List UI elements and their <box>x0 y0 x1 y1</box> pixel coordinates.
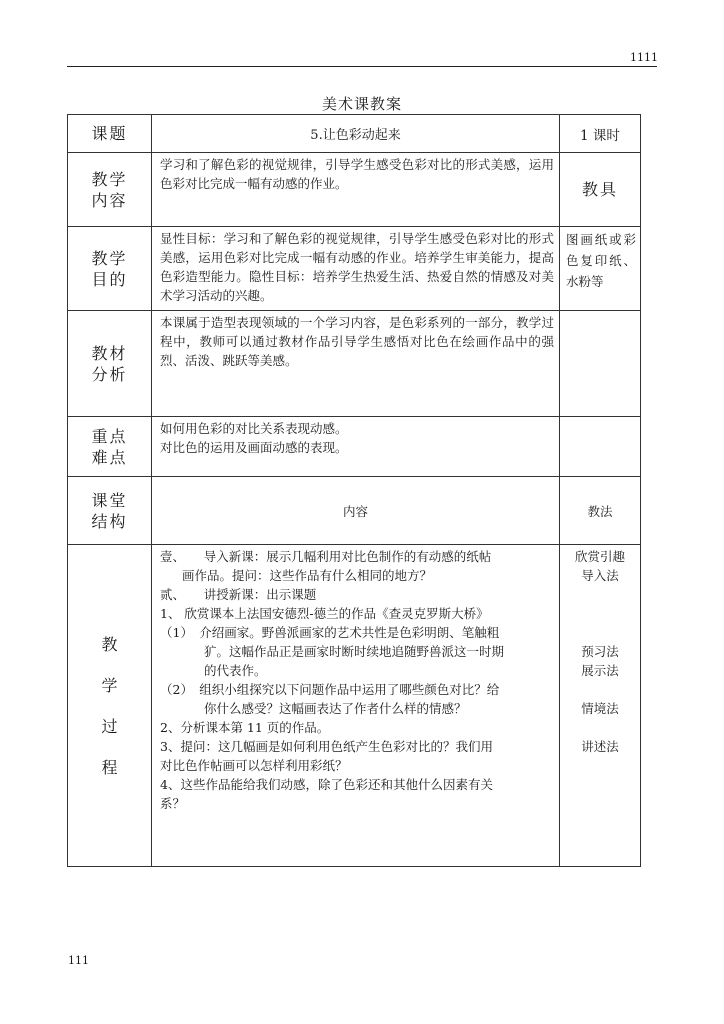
key-points-empty-cell <box>560 417 641 477</box>
lesson-plan-table <box>67 114 641 867</box>
analysis-label: 教材 分析 <box>68 311 152 417</box>
row-content <box>68 153 641 227</box>
class-hours: 1 课时 <box>560 115 641 153</box>
process-line: 壹、 导入新课：展示几幅利用对比色制作的有动感的纸帖 <box>160 549 492 564</box>
content-text: 学习和了解色彩的视觉规律，引导学生感受色彩对比的形式美感，运用色彩对比完成一幅有动感的作业。 <box>152 153 560 227</box>
process-line: 画作品。提问：这些作品有什么相同的地方？ <box>182 568 433 583</box>
method-item: 情境法 <box>581 701 619 716</box>
row-topic <box>68 115 641 153</box>
page-number-bottom: 111 <box>68 954 89 967</box>
process-label: 教 学 过 程 <box>68 545 152 867</box>
process-line: 4、这些作品能给我们动感，除了色彩还和其他什么因素有关 <box>160 777 493 792</box>
row-process <box>68 545 641 867</box>
process-content <box>152 545 560 867</box>
topic-label: 课题 <box>68 115 152 153</box>
goal-label: 教学 目的 <box>68 227 152 311</box>
key-points-label: 重点 难点 <box>68 417 152 477</box>
process-line: 贰、 讲授新课：出示课题 <box>160 587 317 602</box>
row-goal <box>68 227 641 311</box>
method-item: 展示法 <box>581 663 619 678</box>
method-item: 讲述法 <box>581 739 619 754</box>
page-number-top: 1111 <box>630 51 658 64</box>
method-item: 预习法 <box>581 644 619 659</box>
content-label: 教学 内容 <box>68 153 152 227</box>
document-title: 美术课教案 <box>321 95 402 113</box>
process-line: 系？ <box>160 796 186 811</box>
process-line: 你什么感受？这幅画表达了作者什么样的情感？ <box>204 701 467 716</box>
structure-label: 课堂 结构 <box>68 477 152 545</box>
teaching-aids-label: 教具 <box>560 153 641 227</box>
row-structure <box>68 477 641 545</box>
process-line: 3、提问：这几幅画是如何利用色纸产生色彩对比的？我们用 <box>160 739 493 754</box>
structure-content-header: 内容 <box>152 477 560 545</box>
topic-value: 5.让色彩动起来 <box>152 115 560 153</box>
row-analysis <box>68 311 641 417</box>
key-points-text: 如何用色彩的对比关系表现动感。 对比色的运用及画面动感的表现。 <box>152 417 560 477</box>
teaching-aids-list: 图画纸或彩色复印纸、水粉等 <box>560 227 641 311</box>
process-line: （1） 介绍画家。野兽派画家的艺术共性是色彩明朗、笔触粗 <box>160 625 500 640</box>
process-line: 犷。这幅作品正是画家时断时续地追随野兽派这一时期 <box>204 644 505 659</box>
analysis-text: 本课属于造型表现领域的一个学习内容，是色彩系列的一部分，教学过程中，教师可以通过教材作品引导学生感悟对比色在绘画作品中的强烈、活泼、跳跃等美感。 <box>152 311 560 417</box>
process-line: 2、分析课本第 11 页的作品。 <box>160 720 330 735</box>
process-line: （2） 组织小组探究以下问题作品中运用了哪些颜色对比？给 <box>160 682 500 697</box>
process-line: 对比色作帖画可以怎样利用彩纸？ <box>160 758 348 773</box>
method-item: 欣赏引趣 <box>574 549 625 564</box>
header-rule <box>67 66 657 67</box>
process-line: 的代表作。 <box>204 663 267 678</box>
method-item: 导入法 <box>581 568 619 583</box>
goal-text: 显性目标：学习和了解色彩的视觉规律，引导学生感受色彩对比的形式美感，运用色彩对比完成一幅有动感的作业。培养学生审美能力，提高色彩造型能力。隐性目标：培养学生热爱生活、热爱自然的情感及对美术学习活动的兴趣。 <box>152 227 560 311</box>
process-line: 1、 欣赏课本上法国安德烈-德兰的作品《查灵克罗斯大桥》 <box>160 606 489 621</box>
row-key-points <box>68 417 641 477</box>
analysis-empty-cell <box>560 311 641 417</box>
process-methods <box>560 545 641 867</box>
structure-method-header: 教法 <box>560 477 641 545</box>
